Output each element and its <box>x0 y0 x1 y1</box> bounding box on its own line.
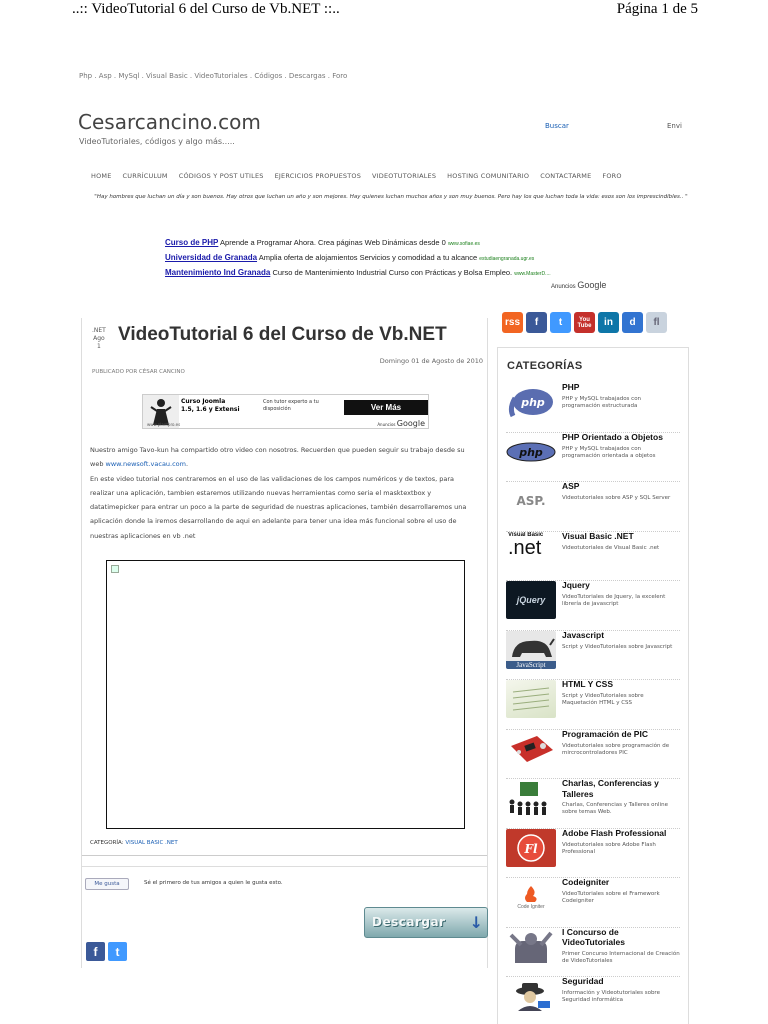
banner-title-line: Curso Joomla <box>181 398 226 405</box>
post-author: PUBLICADO POR CÉSAR CANCINO <box>92 369 185 375</box>
ad-link[interactable]: Mantenimiento Ind Granada <box>165 268 271 277</box>
sidebar <box>497 347 689 1024</box>
category-item[interactable] <box>506 829 680 879</box>
conference-icon <box>506 779 556 817</box>
ads-by-label: Anuncios <box>551 284 576 290</box>
ad-url[interactable]: www.sofiae.es <box>447 241 480 247</box>
ad-text: Aprende a Programar Ahora. Crea páginas Web Dinámicas desde 0 <box>220 238 446 247</box>
facebook-like-button[interactable]: Me gusta <box>85 878 129 890</box>
category-desc: VideoTutoriales sobre el Framework Codeigniter <box>562 891 660 905</box>
facebook-share-icon[interactable]: f <box>86 942 105 961</box>
menu-item-foro[interactable]: FORO <box>602 172 622 180</box>
category-title[interactable]: PHP Orientado a Objetos <box>562 431 663 442</box>
banner-ver-mas-button[interactable]: Ver Más <box>344 400 428 415</box>
category-title[interactable]: ASP <box>562 481 580 491</box>
menu-item-curriculum[interactable]: CURRÍCULUM <box>122 172 168 180</box>
category-desc: Videotutoriales sobre ASP y SQL Server <box>562 495 671 501</box>
vbnet-logo-icon <box>506 532 556 570</box>
category-item[interactable] <box>506 878 680 928</box>
category-item[interactable] <box>506 532 680 582</box>
category-title[interactable]: HTML Y CSS <box>562 679 614 689</box>
menu-item-contactarme[interactable]: CONTACTARME <box>540 172 592 180</box>
menu-item-home[interactable]: HOME <box>91 172 112 180</box>
post <box>81 318 488 968</box>
menu-item-videotutoriales[interactable]: VIDEOTUTORIALES <box>372 172 437 180</box>
ad-item <box>165 238 551 253</box>
security-spy-icon <box>506 977 556 1015</box>
vbnet-logo-text: .net <box>508 536 542 559</box>
category-title[interactable]: I Concurso de VideoTutoriales <box>562 926 625 948</box>
social-icons <box>502 312 667 333</box>
banner-ad[interactable] <box>142 394 429 429</box>
flash-logo-text: Fl <box>524 841 538 856</box>
post-date-badge <box>92 327 106 350</box>
post-paragraph: En este video tutorial nos centraremos en el uso de las validaciones de los campos numéricos y de textos, para realizar una aplicación, tambien estaremos utilizando nuevas herramientas como seria el masktextbox y datatimepicker para entrar un poco a la parte de seguridad de nuestras aplicaciones, también desarrollaremos una aplicación donde la iremos desarrollando de aqui en adelante para tener una idea más funcional sobre el uso de nuestras aplicaciones en vb .net <box>90 474 467 540</box>
banner-desc: Con tutor experto a tu disposición <box>263 399 319 412</box>
category-item[interactable] <box>506 482 680 532</box>
banner-ads-label: Anuncios <box>377 422 396 427</box>
post-body-link[interactable]: www.newsoft.vacau.com <box>105 460 186 469</box>
ad-link[interactable]: Curso de PHP <box>165 238 219 247</box>
category-desc: Script y VideoTutoriales sobre Maquetación HTML y CSS <box>562 693 644 707</box>
ad-text: Amplia oferta de alojamientos Servicios y comodidad a tu alcance <box>258 253 478 262</box>
php-elephant-text: php <box>521 396 545 409</box>
google-logo: Google <box>577 280 607 290</box>
twitter-icon[interactable]: t <box>550 312 571 333</box>
post-badge-day: 1 <box>97 342 101 350</box>
download-button[interactable] <box>364 907 488 938</box>
post-category-link[interactable]: VISUAL BASIC .NET <box>125 840 178 846</box>
linkedin-icon[interactable]: in <box>598 312 619 333</box>
banner-title-line: 1.5, 1.6 y Extensi <box>181 405 240 413</box>
post-paragraph-end: . <box>186 460 189 469</box>
category-title[interactable]: Visual Basic .NET <box>562 530 634 541</box>
facebook-icon[interactable]: f <box>526 312 547 333</box>
ads-by-google[interactable] <box>551 280 606 290</box>
rss-icon[interactable]: rss <box>502 312 523 333</box>
category-title[interactable]: Jquery <box>562 580 590 590</box>
php-elephant-icon <box>506 383 556 421</box>
category-title[interactable]: Programación de PIC <box>562 728 648 739</box>
post-badge-tag: .NET <box>92 327 106 334</box>
vbnet-logo-top: Visual Basic <box>508 531 544 538</box>
category-desc: Videotutoriales sobre Adobe Flash Professional <box>562 841 656 855</box>
codeigniter-logo-icon <box>506 878 556 916</box>
javascript-logo-text: JavaScript <box>506 661 556 669</box>
ad-text: Curso de Mantenimiento Industrial Curso con Prácticas y Bolsa Empleo. <box>272 268 513 277</box>
category-item[interactable] <box>506 631 680 681</box>
category-desc: Primer Concurso Internacional de Creación de VideoTutoriales <box>562 950 680 964</box>
banner-ads-by-google <box>377 419 425 428</box>
php-oop-logo-text: php <box>519 445 543 459</box>
category-title[interactable]: Seguridad <box>562 976 604 986</box>
category-desc: PHP y MySQL trabajados con programación estructurada <box>562 396 642 410</box>
javascript-rhino-icon <box>506 631 556 669</box>
category-list <box>506 383 680 1024</box>
menu-item-codigos[interactable]: CÓDIGOS Y POST UTILES <box>178 172 264 180</box>
contest-tools-icon <box>506 928 556 966</box>
divider <box>82 866 487 867</box>
broken-image-icon <box>111 565 119 573</box>
delicious-icon[interactable]: d <box>622 312 643 333</box>
post-badge-month: Ago <box>93 334 105 342</box>
post-category-label: CATEGORÍA: <box>90 840 124 846</box>
category-item[interactable] <box>506 581 680 631</box>
flickr-icon[interactable]: fl <box>646 312 667 333</box>
category-item[interactable] <box>506 779 680 829</box>
category-desc: Videotutoriales sobre programación de mircrocontroladores PIC <box>562 742 670 756</box>
category-item[interactable] <box>506 928 680 978</box>
category-item[interactable] <box>506 730 680 780</box>
divider <box>82 855 487 856</box>
ad-item <box>165 268 551 283</box>
download-label: Descargar <box>372 915 446 929</box>
category-item[interactable] <box>506 383 680 433</box>
post-title[interactable]: VideoTutorial 6 del Curso de Vb.NET <box>118 324 447 345</box>
html-css-icon <box>506 680 556 718</box>
menu-item-ejercicios[interactable]: EJERCICIOS PROPUESTOS <box>274 172 362 180</box>
categories-heading: CATEGORÍAS <box>507 360 583 372</box>
search-submit-button[interactable]: Envi <box>667 122 682 130</box>
flash-logo-icon <box>506 829 556 867</box>
print-page-number: Página 1 de 5 <box>616 1 698 17</box>
category-title[interactable]: Codeigniter <box>562 877 610 887</box>
video-embed[interactable] <box>106 560 465 829</box>
category-title[interactable]: Charlas, Conferencias y Talleres <box>562 778 659 799</box>
category-item[interactable] <box>506 977 680 1024</box>
menu-item-hosting[interactable]: HOSTING COMUNITARIO <box>447 172 530 180</box>
jquery-logo-icon: jQuery <box>506 581 556 619</box>
search-link[interactable]: Buscar <box>545 122 569 130</box>
category-desc: Información y Videotutoriales sobre Seguridad informática <box>562 990 660 1004</box>
ad-url[interactable]: estudiaengranada.ugr.es <box>479 256 535 262</box>
asp-logo-icon: ASP. <box>516 494 546 508</box>
site-tagline: VideoTutoriales, códigos y algo más..... <box>79 137 235 146</box>
site-title[interactable]: Cesarcancino.com <box>78 110 261 134</box>
ad-item <box>165 253 551 268</box>
category-item[interactable] <box>506 680 680 730</box>
main-menu <box>91 172 633 180</box>
post-category <box>90 840 178 846</box>
post-body <box>90 443 480 543</box>
php-oop-logo-icon <box>506 433 556 471</box>
twitter-share-icon[interactable]: t <box>108 942 127 961</box>
banner-google-logo: Google <box>396 419 425 428</box>
category-desc: Videotutoriales de Visual Basic .net <box>562 544 660 551</box>
category-item[interactable] <box>506 433 680 483</box>
ad-url[interactable]: www.MasterD.... <box>514 271 551 277</box>
category-desc: Script y VideoTutoriales sobre Javascript <box>562 643 673 650</box>
print-header <box>0 0 768 22</box>
post-date: Domingo 01 de Agosto de 2010 <box>379 357 483 365</box>
ad-link[interactable]: Universidad de Granada <box>165 253 258 262</box>
category-title[interactable]: PHP <box>562 382 580 392</box>
text-ads <box>165 238 551 283</box>
codeigniter-logo-text: Code Igniter <box>517 904 545 910</box>
pic-board-icon <box>506 730 556 768</box>
youtube-icon[interactable]: You Tube <box>574 312 595 333</box>
header-quote: "Hay hombres que luchan un día y son buenos. Hay otros que luchan un año y son mejores. Hay quienes luchan muchos años y son muy buenos. Pero hay los que luchan toda la vida: esos son los imprescindibles.. " <box>94 194 688 200</box>
category-desc: Charlas, Conferencias y Talleres online sobre temas Web. <box>562 802 668 816</box>
banner-title <box>181 398 240 413</box>
category-title[interactable]: Adobe Flash Professional <box>562 827 667 838</box>
top-nav-links[interactable]: Php . Asp . MySql . Visual Basic . VideoTutoriales . Códigos . Descargas . Foro <box>79 72 348 80</box>
category-desc: VideoTutoriales de Jquery, la excelent librería de javascript <box>562 594 666 608</box>
banner-site: www.plantpro.es <box>147 422 181 427</box>
download-arrow-icon: ↓ <box>469 913 483 932</box>
post-paragraph: Nuestro amigo Tavo-kun ha compartido otro video con nosotros. Recuerden que pueden seguir su trabajo desde su web <box>90 446 465 469</box>
category-title[interactable]: Javascript <box>562 629 605 640</box>
category-desc: PHP y MySQL trabajados con programación orientada a objetos <box>562 445 656 459</box>
print-title: ..:: VideoTutorial 6 del Curso de Vb.NET ::.. <box>72 1 340 17</box>
like-text: Sé el primero de tus amigos a quien le gusta esto. <box>144 880 283 886</box>
share-icons <box>86 942 127 961</box>
